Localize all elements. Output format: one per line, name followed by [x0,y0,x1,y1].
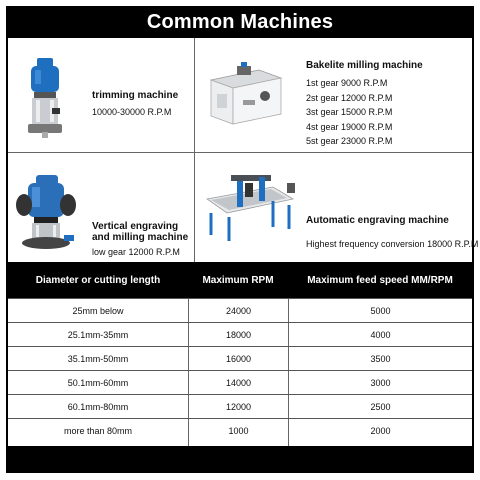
table-cell: 3500 [370,354,391,364]
machine-name: trimming machine [92,90,179,101]
table-cell: 5000 [370,306,391,316]
machine-name: Vertical engraving [92,221,179,232]
table-cell: 2500 [370,402,391,412]
table-cell: 1000 [228,426,249,436]
table-row [8,370,472,395]
table-cell: more than 80mm [63,426,133,436]
table-cell: 25mm below [72,306,124,316]
table-cell: 2000 [370,426,391,436]
machine-spec: 2st gear 12000 R.P.M [306,92,393,103]
footer-bar [6,446,474,473]
table-row [8,394,472,419]
table-cell: 12000 [225,402,252,412]
table-row [8,322,472,347]
table-cell: 16000 [225,354,252,364]
table-cell: 24000 [225,306,252,316]
bakelite-milling-machine-image [207,62,285,128]
machine-cell-vertical [8,153,194,262]
document-frame [6,6,479,473]
table-cell: 18000 [225,330,252,340]
column-header: Maximum feed speed MM/RPM [307,274,453,286]
machine-spec: 5st gear 23000 R.P.M [306,136,393,146]
machine-spec: 4st gear 19000 R.P.M [306,121,393,132]
table-cell: 50.1mm-60mm [67,378,129,388]
machine-cell-trimming [8,38,194,152]
table-cell: 14000 [225,378,252,388]
machine-name: Automatic engraving machine [306,215,449,226]
machine-spec: 10000-30000 R.P.M [92,107,172,117]
machine-name: and milling machine [92,232,189,243]
machine-spec: Highest frequency conversion 18000 R.P.M [306,239,479,249]
machine-name: Bakelite milling machine [306,60,423,71]
rpm-table [8,298,472,446]
table-cell: 60.1mm-80mm [67,402,129,412]
table-header [8,262,472,298]
vertical-router-image [14,171,78,251]
machine-cell-automatic [195,153,479,262]
machine-spec: 1st gear 9000 R.P.M [306,78,388,88]
table-row [8,298,472,323]
table-cell: 35.1mm-50mm [67,354,129,364]
machine-spec: 3st gear 15000 R.P.M [306,107,393,117]
machines-grid [8,38,479,262]
trimming-router-image [22,56,68,140]
table-cell: 3000 [370,378,391,388]
table-row [8,346,472,371]
machine-cell-bakelite [195,38,472,152]
table-cell: 4000 [370,330,391,340]
column-header: Maximum RPM [202,274,274,286]
machine-spec: low gear 12000 R.P.M [92,247,180,257]
title-bar [6,6,474,38]
column-header: Diameter or cutting length [35,274,161,286]
table-cell: 25.1mm-35mm [67,330,129,340]
page-title: Common Machines [146,10,334,33]
cnc-engraving-machine-image [201,169,297,247]
table-row [8,418,472,447]
